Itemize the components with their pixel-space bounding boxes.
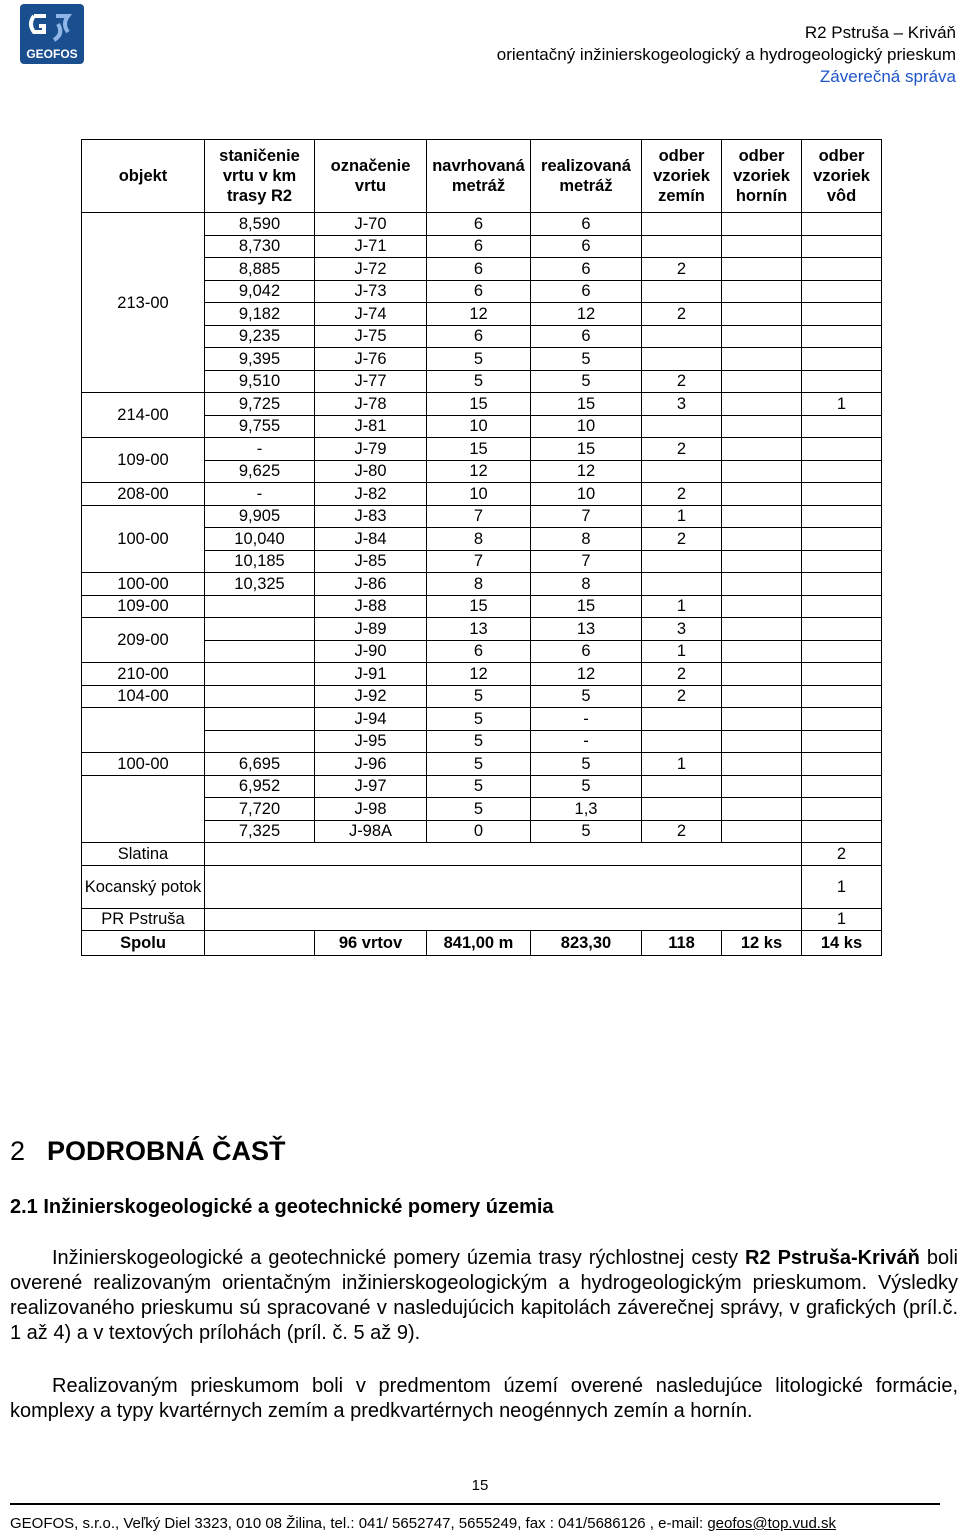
col-navrhovana: navrhovaná metráž: [427, 140, 531, 213]
cell-stanicenie: [205, 708, 315, 731]
cell-oznacenie: J-70: [315, 213, 427, 236]
cell-hornin: [722, 550, 802, 573]
cell-zemin: 1: [642, 640, 722, 663]
cell-objekt: 100-00: [82, 573, 205, 596]
table-row: [82, 663, 882, 686]
total-empty: [205, 931, 315, 956]
water-row: [82, 843, 882, 866]
table-row: [82, 753, 882, 776]
cell-hornin: [722, 528, 802, 551]
cell-hornin: [722, 370, 802, 393]
cell-zemin: [642, 550, 722, 573]
cell-vod: 1: [802, 865, 882, 908]
cell-objekt: 210-00: [82, 663, 205, 686]
cell-oznacenie: J-94: [315, 708, 427, 731]
cell-hornin: [722, 775, 802, 798]
cell-realizovana: 7: [531, 505, 642, 528]
cell-realizovana: 15: [531, 438, 642, 461]
cell-stanicenie: 10,185: [205, 550, 315, 573]
cell-hornin: [722, 235, 802, 258]
cell-hornin: [722, 708, 802, 731]
cell-stanicenie: 6,695: [205, 753, 315, 776]
cell-objekt: 109-00: [82, 438, 205, 483]
cell-realizovana: 8: [531, 573, 642, 596]
cell-stanicenie: [205, 663, 315, 686]
cell-navrhovana: 6: [427, 640, 531, 663]
cell-oznacenie: J-83: [315, 505, 427, 528]
header-project: R2 Pstruša – Kriváň: [804, 23, 956, 42]
cell-stanicenie: 6,952: [205, 775, 315, 798]
cell-navrhovana: 12: [427, 303, 531, 326]
cell-vod: [802, 258, 882, 281]
cell-zemin: 2: [642, 303, 722, 326]
cell-navrhovana: 10: [427, 415, 531, 438]
cell-vod: [802, 663, 882, 686]
cell-vod: [802, 280, 882, 303]
cell-stanicenie: 9,182: [205, 303, 315, 326]
cell-zemin: [642, 708, 722, 731]
cell-navrhovana: 8: [427, 573, 531, 596]
cell-zemin: [642, 280, 722, 303]
cell-oznacenie: J-98A: [315, 820, 427, 843]
cell-stanicenie: 9,625: [205, 460, 315, 483]
cell-oznacenie: J-77: [315, 370, 427, 393]
cell-stanicenie: 9,755: [205, 415, 315, 438]
cell-navrhovana: 5: [427, 753, 531, 776]
cell-stanicenie: 8,730: [205, 235, 315, 258]
water-row: [82, 865, 882, 908]
cell-navrhovana: 5: [427, 685, 531, 708]
section-title: PODROBNÁ ČASŤ: [47, 1136, 286, 1166]
cell-zemin: 3: [642, 393, 722, 416]
cell-zemin: 2: [642, 438, 722, 461]
cell-navrhovana: 0: [427, 820, 531, 843]
table-row: [82, 775, 882, 798]
water-row: [82, 908, 882, 931]
cell-zemin: [642, 415, 722, 438]
cell-oznacenie: J-72: [315, 258, 427, 281]
paragraph-1: [10, 1246, 958, 1346]
cell-navrhovana: 5: [427, 730, 531, 753]
subsection-number: 2.1: [10, 1196, 38, 1218]
cell-realizovana: 8: [531, 528, 642, 551]
cell-hornin: [722, 325, 802, 348]
cell-oznacenie: J-96: [315, 753, 427, 776]
cell-hornin: [722, 618, 802, 641]
cell-hornin: [722, 258, 802, 281]
table-row: [82, 213, 882, 236]
cell-vod: [802, 550, 882, 573]
cell-objekt: 109-00: [82, 595, 205, 618]
cell-navrhovana: 5: [427, 708, 531, 731]
table-row: [82, 573, 882, 596]
cell-stanicenie: 9,510: [205, 370, 315, 393]
cell-objekt: 209-00: [82, 618, 205, 663]
cell-vod: [802, 820, 882, 843]
cell-oznacenie: J-73: [315, 280, 427, 303]
document-header: [497, 22, 956, 88]
cell-oznacenie: J-84: [315, 528, 427, 551]
cell-zemin: 2: [642, 685, 722, 708]
page-number: 15: [471, 1477, 489, 1494]
cell-vod: 1: [802, 908, 882, 931]
cell-hornin: [722, 730, 802, 753]
cell-zemin: 2: [642, 370, 722, 393]
cell-hornin: [722, 483, 802, 506]
cell-hornin: [722, 303, 802, 326]
cell-stanicenie: 10,040: [205, 528, 315, 551]
cell-zemin: 1: [642, 505, 722, 528]
cell-oznacenie: J-82: [315, 483, 427, 506]
cell-realizovana: 5: [531, 820, 642, 843]
cell-realizovana: 6: [531, 213, 642, 236]
table-row: [82, 595, 882, 618]
subsection-title: Inžinierskogeologické a geotechnické pomery územia: [43, 1196, 554, 1218]
cell-hornin: [722, 685, 802, 708]
cell-hornin: [722, 415, 802, 438]
cell-hornin: [722, 348, 802, 371]
paragraph-1-end: boli overené realizovaným orientačným inžinierskogeologickým a hydrogeologickým prieskumom. Výsledky realizovaného prieskumu sú spracované v nasledujúcich kapitolách záverečnej správy, v grafických (príl.č. 1 až 4) a v textových prílohách (príl. č. 5 až 9).: [10, 1247, 958, 1344]
cell-hornin: [722, 280, 802, 303]
section-heading: [10, 1136, 286, 1167]
cell-oznacenie: J-85: [315, 550, 427, 573]
total-vod: 14 ks: [802, 931, 882, 956]
cell-navrhovana: 5: [427, 775, 531, 798]
cell-oznacenie: J-97: [315, 775, 427, 798]
col-odber-zemin: odber vzoriek zemín: [642, 140, 722, 213]
cell-navrhovana: 10: [427, 483, 531, 506]
cell-hornin: [722, 438, 802, 461]
cell-objekt: 214-00: [82, 393, 205, 438]
cell-realizovana: 1,3: [531, 798, 642, 821]
cell-vod: [802, 618, 882, 641]
cell-zemin: 2: [642, 663, 722, 686]
cell-realizovana: 12: [531, 303, 642, 326]
cell-oznacenie: J-86: [315, 573, 427, 596]
cell-realizovana: 10: [531, 483, 642, 506]
cell-vod: [802, 213, 882, 236]
table-row: [82, 505, 882, 528]
cell-realizovana: 10: [531, 415, 642, 438]
cell-realizovana: 6: [531, 235, 642, 258]
cell-zemin: 1: [642, 753, 722, 776]
header-survey: orientačný inžinierskogeologický a hydrogeologický prieskum: [496, 45, 956, 64]
cell-oznacenie: J-81: [315, 415, 427, 438]
header-report-type: Záverečná správa: [819, 67, 956, 86]
paragraph-1-start: Inžinierskogeologické a geotechnické pomery územia trasy rýchlostnej cesty: [52, 1247, 745, 1269]
cell-stanicenie: 7,325: [205, 820, 315, 843]
cell-oznacenie: J-92: [315, 685, 427, 708]
table-row: [82, 393, 882, 416]
cell-vod: [802, 528, 882, 551]
cell-vod: [802, 753, 882, 776]
cell-vod: 1: [802, 393, 882, 416]
cell-objekt: PR Pstruša: [82, 908, 205, 931]
cell-navrhovana: 13: [427, 618, 531, 641]
borehole-table: [81, 139, 882, 956]
col-stanicenie: staničenie vrtu v km trasy R2: [205, 140, 315, 213]
cell-zemin: [642, 775, 722, 798]
footer: [10, 1515, 836, 1532]
cell-navrhovana: 15: [427, 595, 531, 618]
cell-realizovana: 5: [531, 775, 642, 798]
cell-oznacenie: J-80: [315, 460, 427, 483]
cell-empty: [205, 843, 802, 866]
cell-navrhovana: 8: [427, 528, 531, 551]
cell-oznacenie: J-98: [315, 798, 427, 821]
cell-stanicenie: 9,395: [205, 348, 315, 371]
cell-realizovana: 6: [531, 640, 642, 663]
cell-realizovana: 5: [531, 753, 642, 776]
cell-realizovana: -: [531, 730, 642, 753]
cell-oznacenie: J-78: [315, 393, 427, 416]
cell-stanicenie: 9,725: [205, 393, 315, 416]
cell-stanicenie: 7,720: [205, 798, 315, 821]
cell-navrhovana: 7: [427, 550, 531, 573]
cell-hornin: [722, 393, 802, 416]
cell-objekt: Kocanský potok: [82, 865, 205, 908]
cell-vod: [802, 460, 882, 483]
cell-objekt: 100-00: [82, 753, 205, 776]
col-oznacenie: označenie vrtu: [315, 140, 427, 213]
cell-oznacenie: J-88: [315, 595, 427, 618]
cell-navrhovana: 5: [427, 798, 531, 821]
cell-zemin: [642, 325, 722, 348]
cell-realizovana: 15: [531, 595, 642, 618]
cell-stanicenie: [205, 640, 315, 663]
cell-navrhovana: 6: [427, 280, 531, 303]
subsection-heading: [10, 1196, 554, 1219]
cell-oznacenie: J-75: [315, 325, 427, 348]
col-realizovana: realizovaná metráž: [531, 140, 642, 213]
cell-oznacenie: J-79: [315, 438, 427, 461]
cell-zemin: 2: [642, 258, 722, 281]
cell-hornin: [722, 663, 802, 686]
cell-objekt: 213-00: [82, 213, 205, 393]
paragraph-2: Realizovaným prieskumom boli v predmentom území overené nasledujúce litologické formácie, komplexy a typy kvartérnych zemím a predkvartérnych neogénnych zemín a hornín.: [10, 1375, 958, 1422]
cell-objekt: [82, 775, 205, 843]
cell-hornin: [722, 573, 802, 596]
cell-hornin: [722, 820, 802, 843]
cell-stanicenie: [205, 730, 315, 753]
cell-vod: [802, 798, 882, 821]
total-label: Spolu: [82, 931, 205, 956]
cell-oznacenie: J-71: [315, 235, 427, 258]
col-odber-hornin: odber vzoriek hornín: [722, 140, 802, 213]
cell-hornin: [722, 798, 802, 821]
cell-zemin: [642, 573, 722, 596]
cell-zemin: [642, 460, 722, 483]
table-row: [82, 685, 882, 708]
cell-vod: [802, 685, 882, 708]
cell-realizovana: 5: [531, 685, 642, 708]
total-navrhovana: 841,00 m: [427, 931, 531, 956]
section-number: 2: [10, 1136, 26, 1166]
cell-stanicenie: 9,235: [205, 325, 315, 348]
cell-empty: [205, 865, 802, 908]
total-row: [82, 931, 882, 956]
table-row: [82, 618, 882, 641]
cell-zemin: [642, 730, 722, 753]
cell-realizovana: 6: [531, 280, 642, 303]
cell-navrhovana: 15: [427, 438, 531, 461]
cell-oznacenie: J-76: [315, 348, 427, 371]
cell-zemin: [642, 798, 722, 821]
cell-zemin: 3: [642, 618, 722, 641]
cell-hornin: [722, 213, 802, 236]
cell-navrhovana: 15: [427, 393, 531, 416]
col-objekt: objekt: [82, 140, 205, 213]
total-realizovana: 823,30: [531, 931, 642, 956]
total-vrty: 96 vrtov: [315, 931, 427, 956]
cell-vod: [802, 348, 882, 371]
cell-navrhovana: 6: [427, 258, 531, 281]
cell-vod: [802, 573, 882, 596]
cell-zemin: 2: [642, 528, 722, 551]
table-row: [82, 483, 882, 506]
col-odber-vod: odber vzoriek vôd: [802, 140, 882, 213]
cell-stanicenie: -: [205, 483, 315, 506]
cell-realizovana: 13: [531, 618, 642, 641]
cell-vod: [802, 415, 882, 438]
cell-stanicenie: -: [205, 438, 315, 461]
cell-vod: [802, 438, 882, 461]
cell-vod: [802, 483, 882, 506]
cell-oznacenie: J-90: [315, 640, 427, 663]
cell-objekt: 100-00: [82, 505, 205, 573]
cell-hornin: [722, 460, 802, 483]
cell-vod: [802, 505, 882, 528]
cell-realizovana: 12: [531, 460, 642, 483]
cell-realizovana: 15: [531, 393, 642, 416]
cell-zemin: 2: [642, 820, 722, 843]
table-row: [82, 708, 882, 731]
cell-vod: [802, 303, 882, 326]
cell-navrhovana: 7: [427, 505, 531, 528]
cell-stanicenie: [205, 595, 315, 618]
cell-navrhovana: 5: [427, 370, 531, 393]
geofos-logo: [20, 4, 84, 64]
cell-navrhovana: 6: [427, 213, 531, 236]
table-header-row: [82, 140, 882, 213]
cell-stanicenie: 8,885: [205, 258, 315, 281]
cell-oznacenie: J-95: [315, 730, 427, 753]
cell-hornin: [722, 640, 802, 663]
cell-vod: [802, 235, 882, 258]
cell-navrhovana: 6: [427, 235, 531, 258]
cell-realizovana: 5: [531, 348, 642, 371]
cell-vod: [802, 370, 882, 393]
cell-vod: 2: [802, 843, 882, 866]
cell-vod: [802, 775, 882, 798]
cell-oznacenie: J-74: [315, 303, 427, 326]
total-hornin: 12 ks: [722, 931, 802, 956]
cell-realizovana: 6: [531, 325, 642, 348]
cell-objekt: Slatina: [82, 843, 205, 866]
cell-zemin: [642, 348, 722, 371]
cell-realizovana: 12: [531, 663, 642, 686]
cell-zemin: 2: [642, 483, 722, 506]
cell-navrhovana: 12: [427, 663, 531, 686]
cell-hornin: [722, 505, 802, 528]
cell-hornin: [722, 595, 802, 618]
cell-stanicenie: 8,590: [205, 213, 315, 236]
cell-vod: [802, 640, 882, 663]
cell-vod: [802, 730, 882, 753]
cell-stanicenie: 9,905: [205, 505, 315, 528]
cell-vod: [802, 325, 882, 348]
cell-zemin: [642, 213, 722, 236]
cell-objekt: [82, 708, 205, 753]
cell-stanicenie: [205, 685, 315, 708]
cell-oznacenie: J-91: [315, 663, 427, 686]
cell-zemin: [642, 235, 722, 258]
cell-navrhovana: 12: [427, 460, 531, 483]
cell-vod: [802, 595, 882, 618]
cell-navrhovana: 5: [427, 348, 531, 371]
cell-oznacenie: J-89: [315, 618, 427, 641]
cell-hornin: [722, 753, 802, 776]
footer-address: GEOFOS, s.r.o., Veľký Diel 3323, 010 08 Žilina, tel.: 041/ 5652747, 5655249, fax : 041/5686126 , e-mail:: [10, 1515, 708, 1532]
cell-vod: [802, 708, 882, 731]
cell-objekt: 208-00: [82, 483, 205, 506]
cell-stanicenie: [205, 618, 315, 641]
cell-realizovana: 5: [531, 370, 642, 393]
cell-empty: [205, 908, 802, 931]
cell-realizovana: 6: [531, 258, 642, 281]
cell-navrhovana: 6: [427, 325, 531, 348]
cell-realizovana: -: [531, 708, 642, 731]
total-zemin: 118: [642, 931, 722, 956]
cell-stanicenie: 9,042: [205, 280, 315, 303]
cell-objekt: 104-00: [82, 685, 205, 708]
table-row: [82, 438, 882, 461]
footer-divider: [10, 1503, 940, 1505]
paragraph-1-bold: R2 Pstruša-Kriváň: [745, 1247, 920, 1269]
cell-stanicenie: 10,325: [205, 573, 315, 596]
cell-realizovana: 7: [531, 550, 642, 573]
footer-email-link[interactable]: geofos@top.vud.sk: [707, 1515, 836, 1532]
logo-text: GEOFOS: [26, 47, 78, 61]
cell-zemin: 1: [642, 595, 722, 618]
